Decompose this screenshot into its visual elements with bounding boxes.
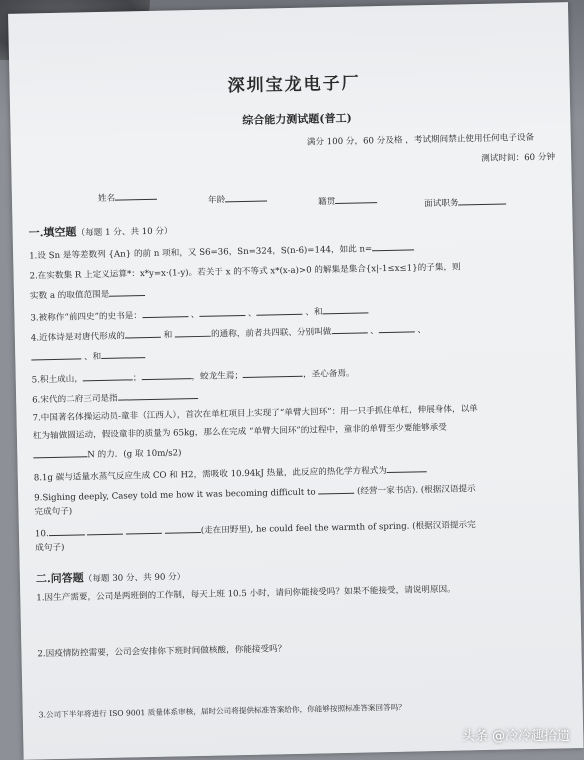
question-1: 1.设 Sn 是等差数列 {An} 的前 n 项和，又 S6=36，Sn=324，S(n-6)=144，如此 n=	[29, 241, 414, 262]
section1-heading: 一.填空题（每题 1 分、共 10 分）	[28, 225, 173, 240]
essay-question-2: 2.因疫情防控需要，公司会安排你下班时间做核酸，你能接受吗？	[37, 644, 287, 660]
exam-time: 测试时间：60 分钟	[481, 152, 556, 164]
position-field	[424, 195, 507, 210]
question-3: 3.被称作“前四史”的史书是： 、 、 、和	[30, 304, 368, 324]
question-7-line2: 杠为轴做圆运动，假设童非的质量为 65kg，那么在完成 “单臂大回环”的过程中，童非的单臂至少要能够承受	[32, 422, 447, 442]
age-label: 年龄	[207, 195, 226, 206]
name-field	[98, 191, 157, 205]
question-6: 6.宋代的二府三司是指	[32, 390, 198, 406]
question-2-line1: 2.在实数集 R 上定义运算*：x*y=x·(1-y)。若关于 x 的不等式 x*(x-a)>0 的解集是集合{x|-1≤x≤1}的子集，则	[29, 262, 461, 282]
exam-paper	[8, 2, 584, 760]
watermark: 头条 @冷冷趣拾遗	[461, 729, 570, 744]
question-9-line1: 9.Sighing deeply, Casey told me how it was becoming difficult to (经营一家书店). (根据汉语提示	[34, 484, 476, 504]
position-label: 面试职务	[424, 198, 459, 210]
question-10-line1: 10. (走在田野里), he could feel the warmth of spring. (根据汉语提示完	[34, 520, 476, 540]
name-label: 姓名	[97, 193, 116, 205]
question-4-line1: 4.近体诗是对唐代形成的 和 的通称，前者共四联、分别叫做 、 、	[30, 325, 427, 344]
essay-question-3: 3.公司下半年将进行 ISO 9001 质量体系审核，届时公司将提供标准答案给你，你能够按照标准答案回答吗？	[38, 702, 406, 720]
age-field	[208, 192, 267, 206]
page-subtitle: 综合能力测试题(普工)	[242, 111, 352, 127]
question-9-line2: 完成句子)	[34, 506, 73, 518]
exam-rules: 满分 100 分，60 分及格 ，考试期间禁止使用任何电子设备	[306, 132, 535, 148]
page-title: 深圳宝龙电子厂	[227, 73, 361, 97]
question-8: 8.1g 碳与适量水蒸气反应生成 CO 和 H2，需吸收 10.94kJ 热量，此反应的热化学方程式为	[34, 463, 427, 484]
question-4-line2: 、和	[31, 349, 145, 364]
section2-heading: 二.问答题（每题 30 分、共 90 分）	[35, 571, 186, 586]
question-7-line1: 7.中国著名体操运动员-童非（江西人），首次在单杠项目上实现了“单臂大回环”：用一只手抓住单杠，伸展身体，以单	[32, 404, 478, 424]
question-10-line2: 成句子)	[35, 542, 65, 554]
essay-question-1: 1.因生产需要，公司是两班倒的工作制，每天上班 10.5 小时，请问你能接受吗？如果不能接受，请说明原因。	[36, 584, 456, 604]
question-7-line3: N 的力．(g 取 10m/s2)	[33, 446, 181, 462]
origin-label: 籍贯	[317, 197, 336, 208]
question-2-line2: 实数 a 的取值范围是	[30, 287, 146, 302]
question-5: 5.积土成山， ； ，蛟龙生焉； ，圣心备焉。	[31, 368, 355, 386]
origin-field	[318, 194, 377, 208]
